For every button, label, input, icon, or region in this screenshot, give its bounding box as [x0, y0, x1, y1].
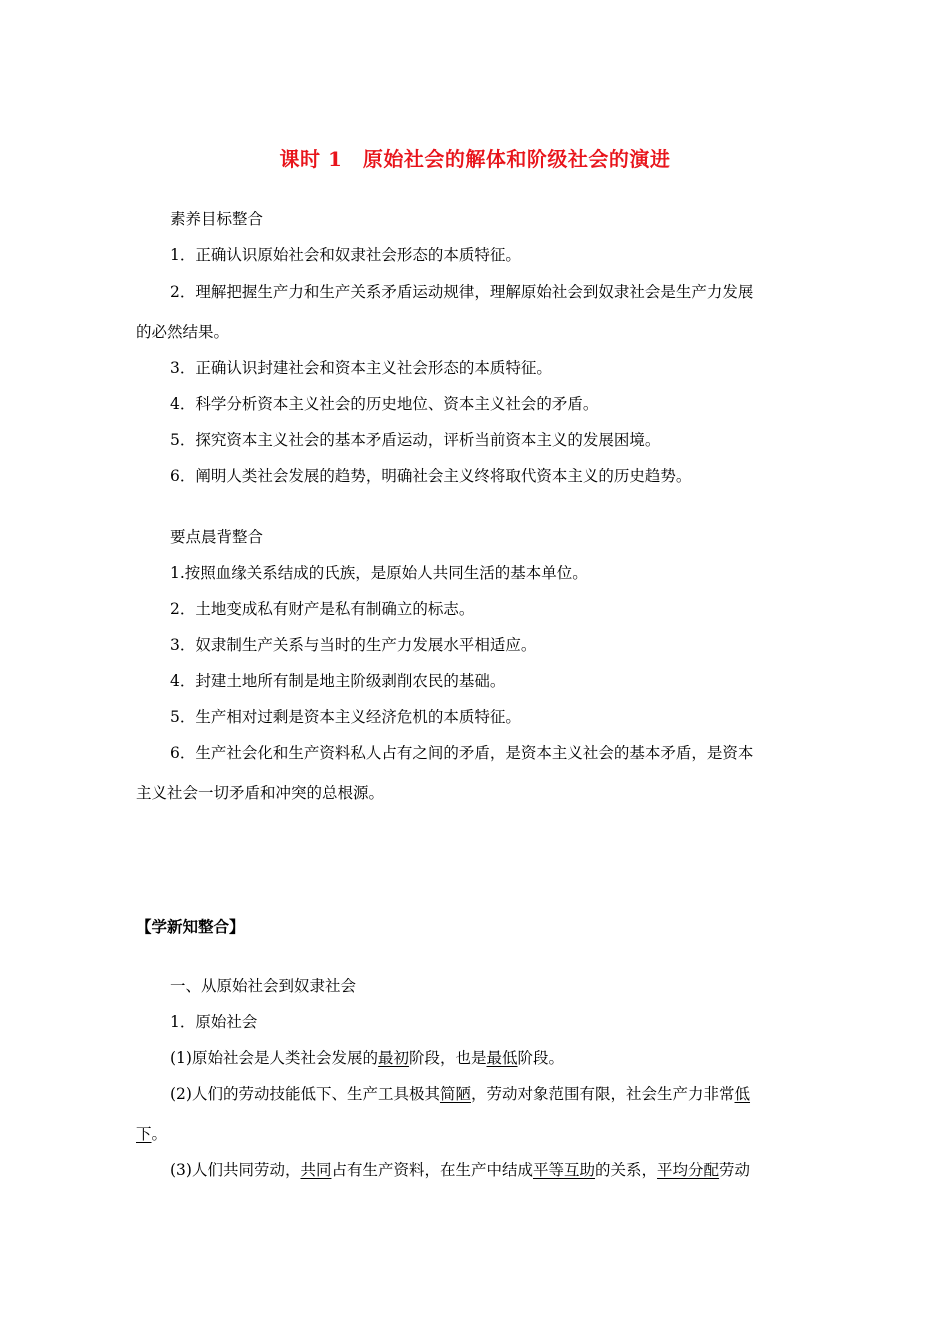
blank-answer: 最低: [486, 1049, 518, 1067]
literacy-item-5: 5．探究资本主义社会的基本矛盾运动，评析当前资本主义的发展困境。: [170, 431, 661, 449]
section-heading: 一、从原始社会到奴隶社会: [170, 977, 357, 995]
literacy-item-1: 1．正确认识原始社会和奴隶社会形态的本质特征。: [170, 246, 521, 264]
blank-answer: 共同: [300, 1161, 332, 1179]
blank-answer: 低: [734, 1085, 751, 1103]
keypoint-2: 2．土地变成私有财产是私有制确立的标志。: [170, 600, 475, 618]
literacy-item-3: 3．正确认识封建社会和资本主义社会形态的本质特征。: [170, 359, 552, 377]
keypoints-heading: 要点晨背整合: [170, 528, 264, 546]
page-title: 课时 1 原始社会的解体和阶级社会的演进: [279, 147, 671, 171]
paragraph-2: (2)人们的劳动技能低下、生产工具极其简陋，劳动对象范围有限，社会生产力非常低: [170, 1085, 751, 1103]
paragraph-3: (3)人们共同劳动，共同占有生产资料，在生产中结成平等互助的关系，平均分配劳动: [170, 1161, 751, 1179]
literacy-item-6: 6．阐明人类社会发展的趋势，明确社会主义终将取代资本主义的历史趋势。: [170, 467, 692, 485]
keypoint-1: 1.按照血缘关系结成的氏族，是原始人共同生活的基本单位。: [170, 564, 588, 582]
blank-answer: 简陋: [439, 1085, 471, 1103]
paragraph-1: (1)原始社会是人类社会发展的最初阶段，也是最低阶段。: [170, 1049, 565, 1067]
blank-answer: 平均分配: [657, 1161, 720, 1179]
blank-answer: 平等互助: [533, 1161, 596, 1179]
blank-answer: 最初: [377, 1049, 409, 1067]
keypoint-4: 4．封建土地所有制是地主阶级剥削农民的基础。: [170, 672, 506, 690]
new-knowledge-heading: 【学新知整合】: [136, 917, 245, 936]
keypoint-3: 3．奴隶制生产关系与当时的生产力发展水平相适应。: [170, 636, 537, 654]
paragraph-2-cont: 下。: [136, 1125, 168, 1143]
literacy-heading: 素养目标整合: [170, 210, 264, 228]
literacy-item-2: 2．理解把握生产力和生产关系矛盾运动规律，理解原始社会到奴隶社会是生产力发展: [170, 283, 754, 301]
literacy-item-4: 4．科学分析资本主义社会的历史地位、资本主义社会的矛盾。: [170, 395, 599, 413]
literacy-item-2-cont: 的必然结果。: [136, 323, 230, 341]
keypoint-6: 6．生产社会化和生产资料私人占有之间的矛盾，是资本主义社会的基本矛盾，是资本: [170, 744, 754, 762]
subsection-heading: 1．原始社会: [170, 1013, 258, 1031]
keypoint-6-cont: 主义社会一切矛盾和冲突的总根源。: [136, 784, 385, 802]
blank-answer: 下: [136, 1125, 152, 1143]
keypoint-5: 5．生产相对过剩是资本主义经济危机的本质特征。: [170, 708, 521, 726]
